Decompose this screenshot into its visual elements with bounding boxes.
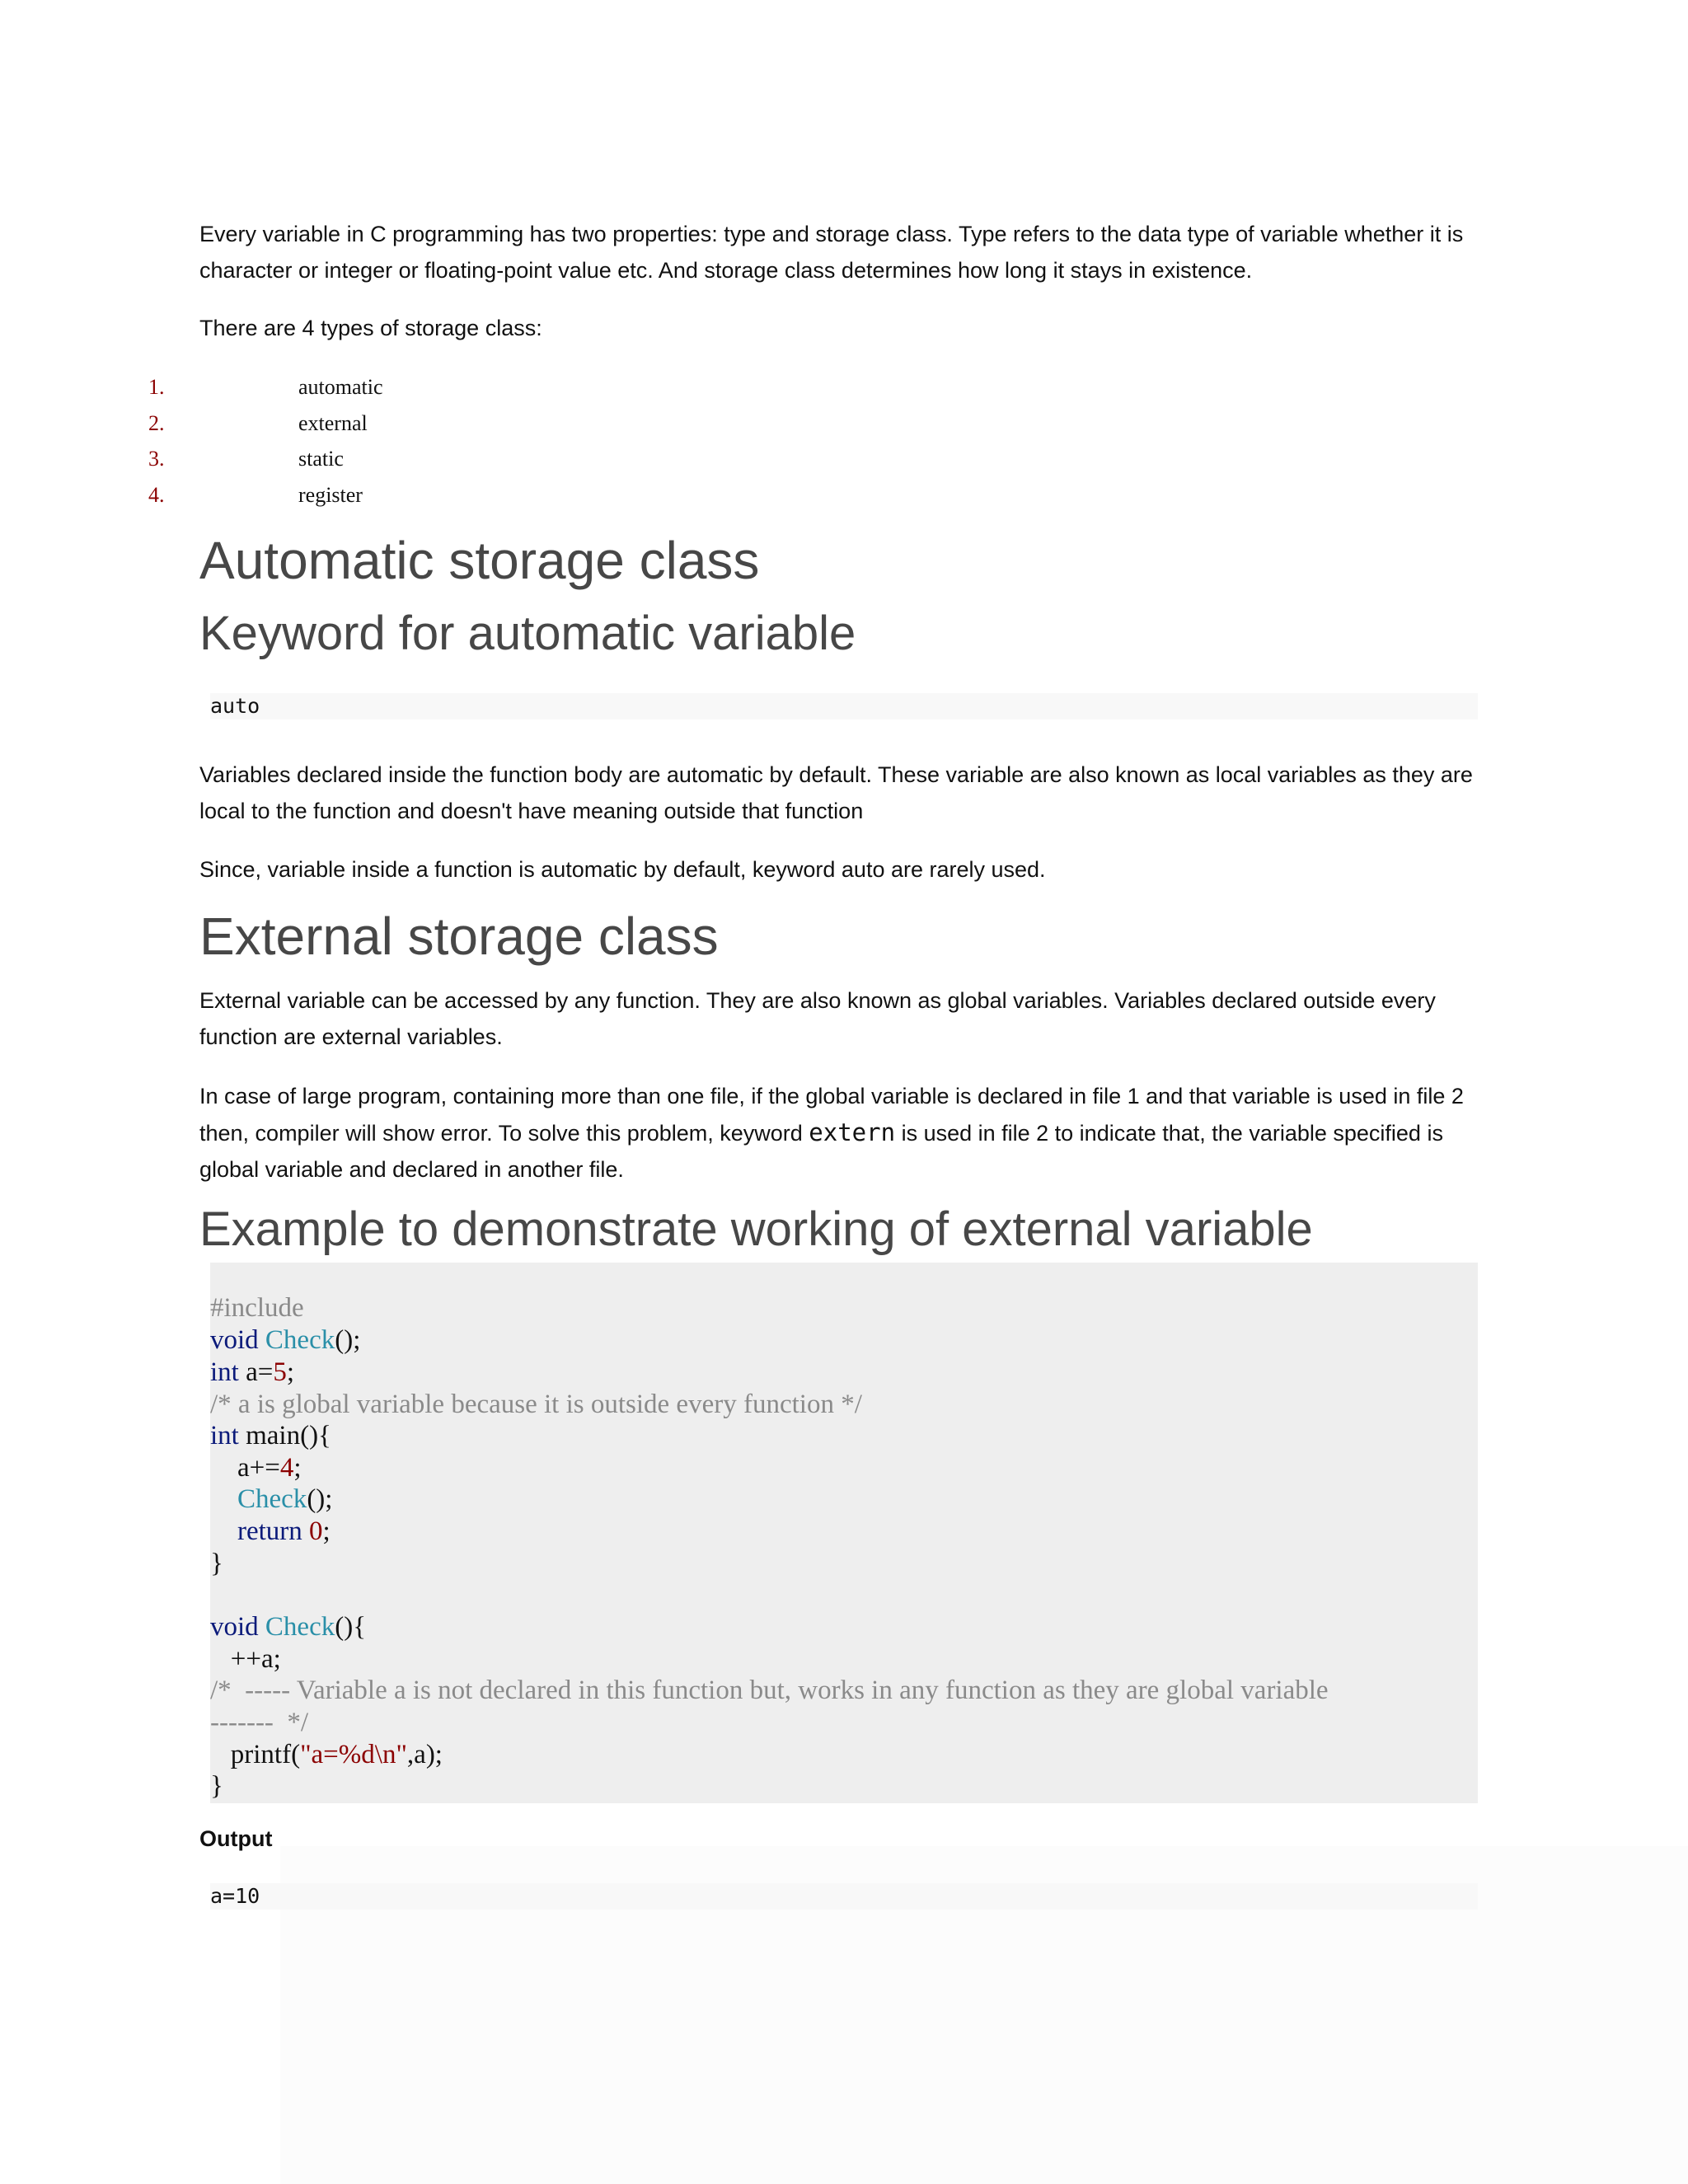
code-line: /* ----- Variable a is not declared in this function but, works in any function as they are global variable <box>210 1675 1329 1705</box>
extern-text-after: is used in file 2 to indicate that, the variable specified is global variable and declared in another file. <box>199 1121 1443 1182</box>
list-item-label: static <box>298 447 344 471</box>
storage-count-paragraph: There are 4 types of storage class: <box>199 316 542 340</box>
code-line: ++a; <box>210 1644 281 1674</box>
code-line: void Check(){ <box>210 1612 367 1642</box>
code-line: } <box>210 1771 223 1801</box>
output-code <box>210 1883 1478 1910</box>
code-line: printf("a=%d\n",a); <box>210 1740 443 1769</box>
automatic-keyword-heading: Keyword for automatic variable <box>199 607 856 660</box>
output-label: Output <box>199 1826 273 1851</box>
output-value: a=10 <box>210 1884 260 1908</box>
code-line: return 0; <box>237 1516 331 1546</box>
list-item-number: 1. <box>148 375 165 399</box>
list-item-number: 4. <box>148 482 165 507</box>
example-heading: Example to demonstrate working of external variable <box>199 1202 1313 1256</box>
external-paragraph: External variable can be accessed by any function. They are also known as global variables. Variables declared outside every function are external variables. <box>199 988 1436 1049</box>
extern-paragraph <box>199 1078 1485 1188</box>
code-line: } <box>210 1549 223 1578</box>
external-heading: External storage class <box>199 907 719 966</box>
intro-paragraph: Every variable in C programming has two properties: type and storage class. Type refers to the data type of variable whether it is character or integer or floating-point value etc. And storage class determines how long it stays in existence. <box>199 222 1464 283</box>
list-item-label: external <box>298 410 368 435</box>
extern-text-before: In case of large program, containing more than one file, if the global variable is declared in file 1 and that variable is used in file 2 then, compiler will show error. To solve this problem, keyword <box>199 1084 1464 1146</box>
list-item-label: register <box>298 482 363 507</box>
extern-keyword: extern <box>809 1118 896 1146</box>
auto-keyword-text: auto <box>210 694 260 718</box>
code-line: void Check(); <box>210 1325 361 1355</box>
list-item-number: 3. <box>148 447 165 471</box>
list-item-number: 2. <box>148 410 165 435</box>
code-line: #include <box>210 1293 304 1323</box>
list-item-label: automatic <box>298 375 383 399</box>
code-line: a+=4; <box>210 1453 302 1483</box>
automatic-note-paragraph: Since, variable inside a function is automatic by default, keyword auto are rarely used. <box>199 857 1046 882</box>
automatic-paragraph: Variables declared inside the function body are automatic by default. These variable are also known as local variables as they are local to the function and doesn't have meaning outside that function <box>199 762 1473 823</box>
auto-keyword-code <box>210 693 1478 719</box>
code-line: ------- */ <box>210 1708 309 1737</box>
code-line: int a=5; <box>210 1357 295 1387</box>
code-example-block <box>210 1263 1478 1803</box>
automatic-heading: Automatic storage class <box>199 531 760 590</box>
code-line: /* a is global variable because it is outside every function */ <box>210 1390 862 1419</box>
code-line: int main(){ <box>210 1421 331 1451</box>
code-line: Check(); <box>237 1484 333 1514</box>
